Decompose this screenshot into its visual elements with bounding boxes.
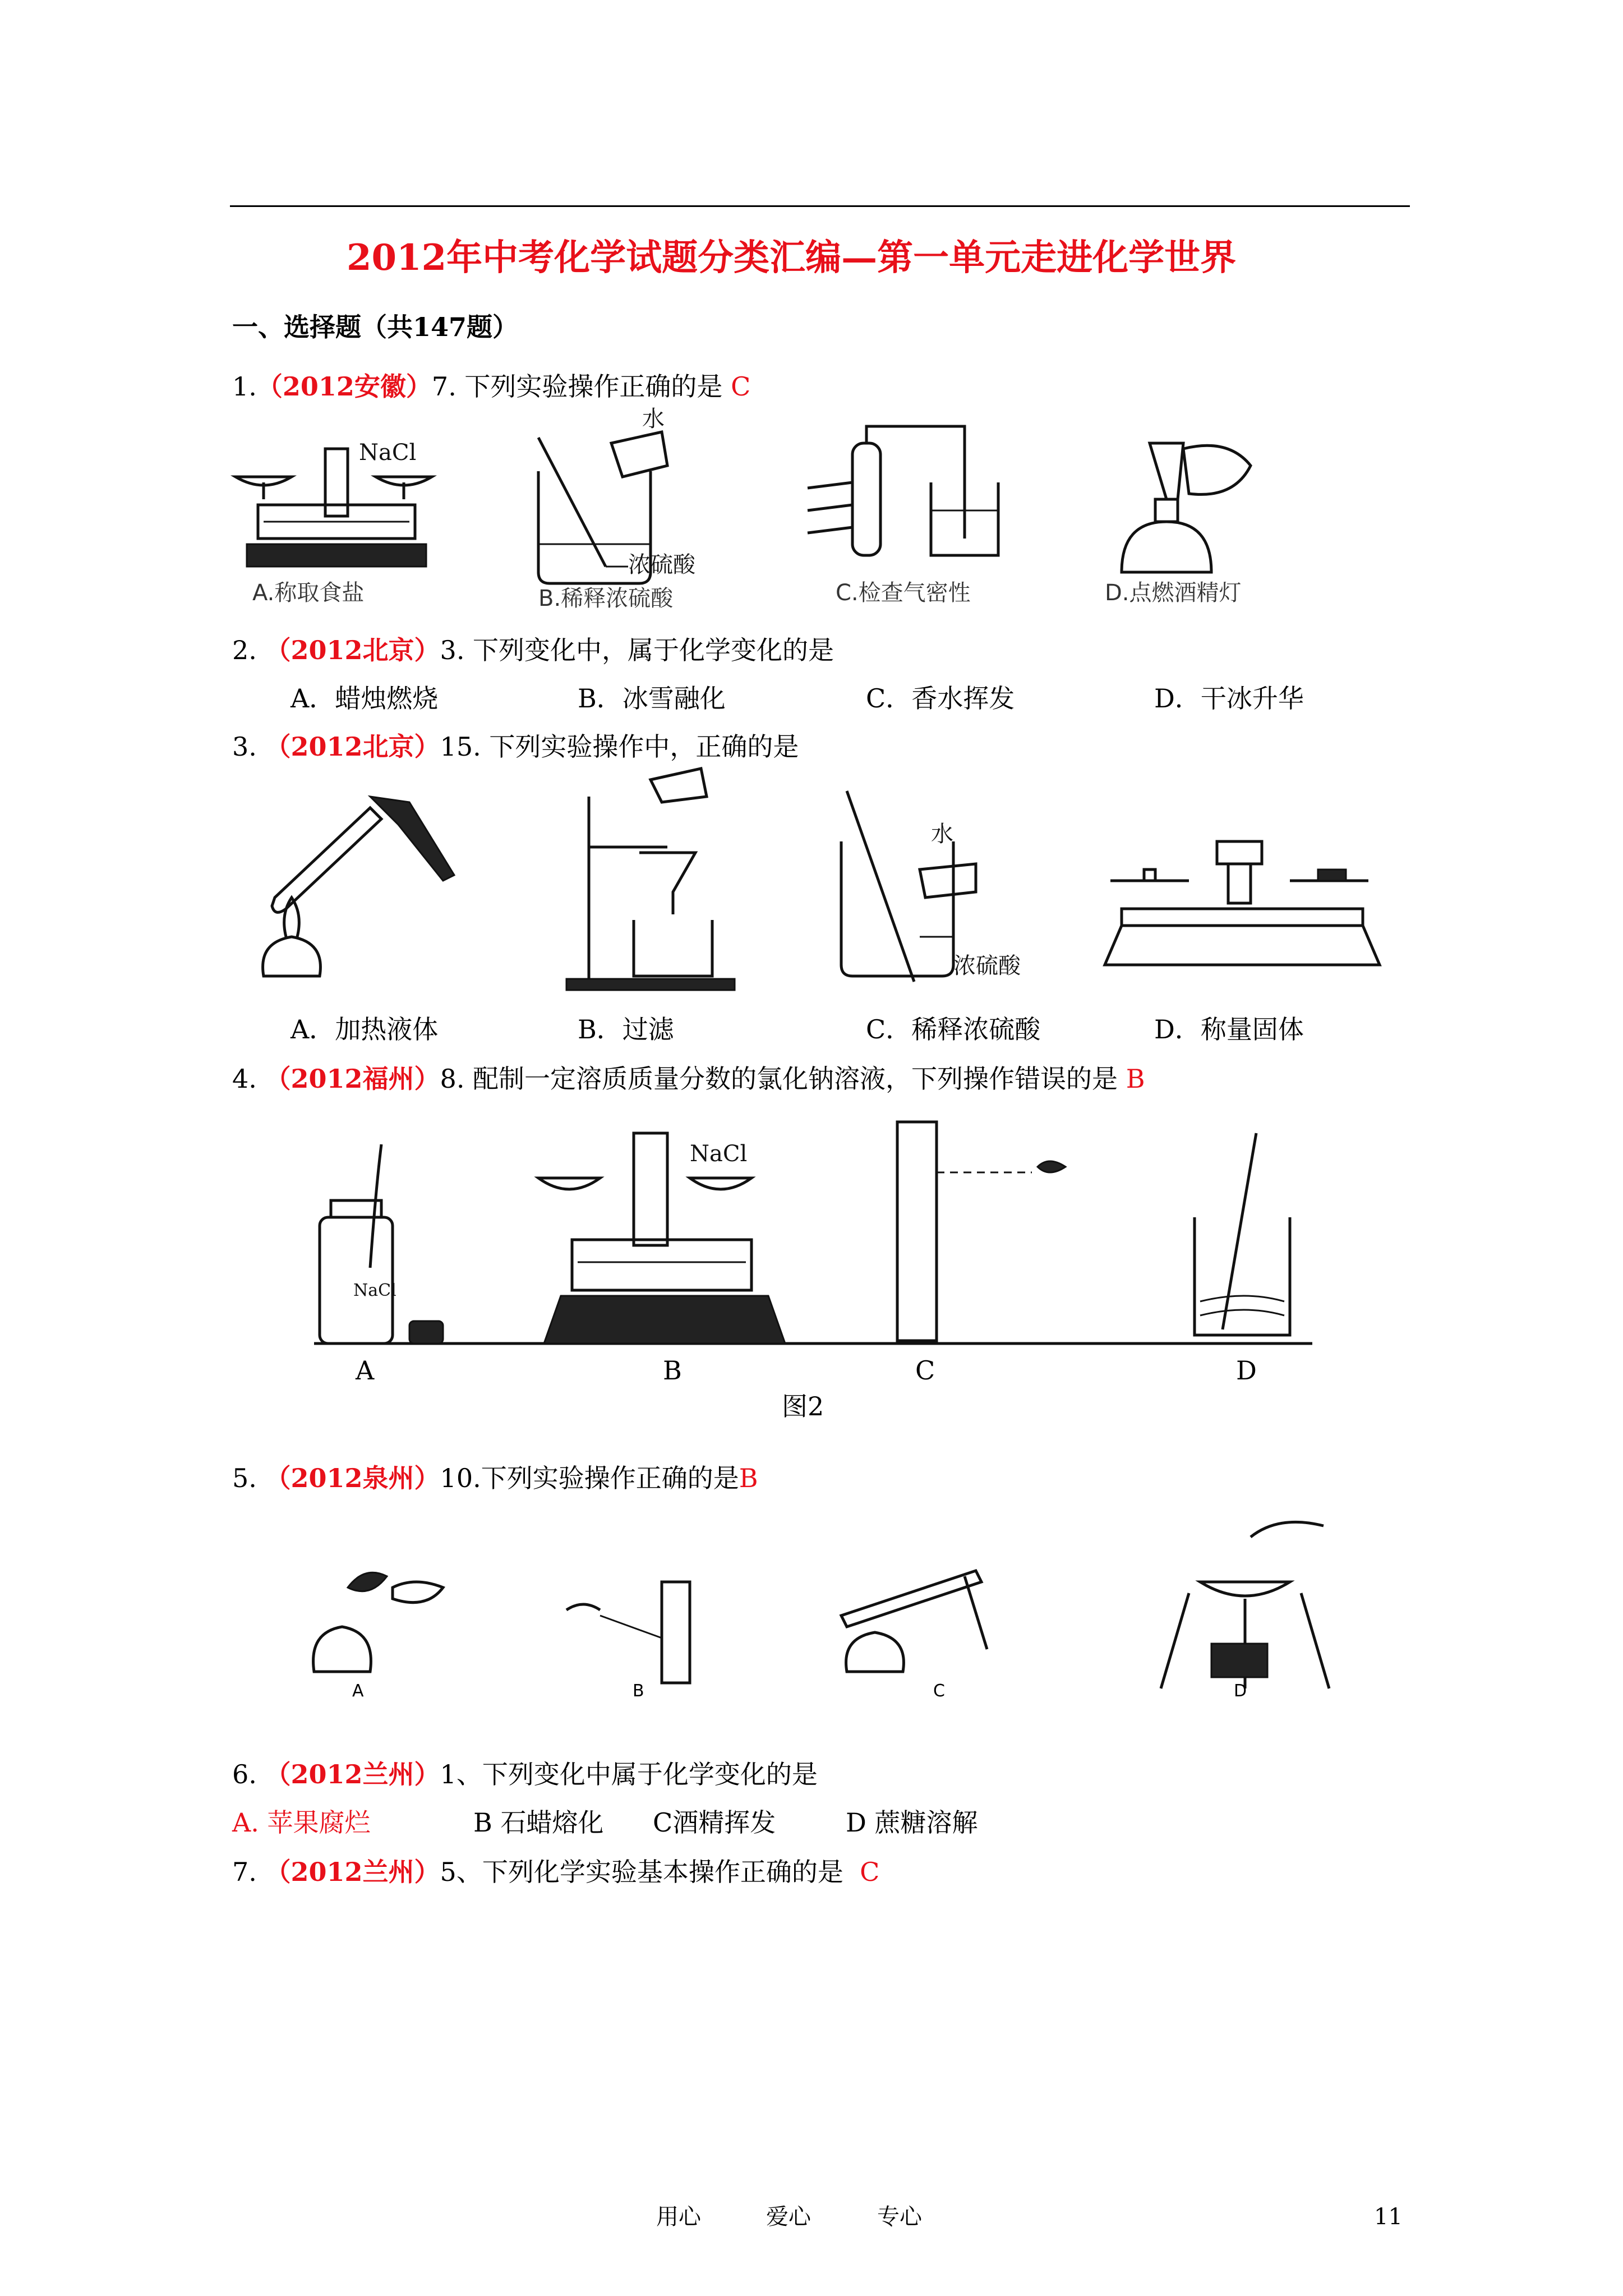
water-label: 水 [931,821,953,847]
question-source: （2012北京） [265,635,440,665]
option: C．香水挥发 [866,683,1015,714]
water-label: 水 [642,406,665,432]
q3-figure-c-dilution [830,780,1066,999]
question-source: （2012北京） [265,731,440,762]
document-title: 2012年中考化学试题分类汇编—第一单元走进化学世界 [347,237,1237,279]
nacl-label: NaCl [353,1281,396,1300]
figure-letter: B [633,1681,644,1701]
figure-caption: A.称取食盐 [252,580,365,606]
question-6 [232,1761,818,1787]
acid-label: 浓硫酸 [628,552,695,578]
question-4 [232,1066,1145,1092]
q1-figure-a-balance [230,432,454,617]
option: D．干冰升华 [1154,683,1304,714]
question-source: （2012安徽） [256,371,432,402]
acid-label: 浓硫酸 [953,953,1021,979]
question-3 [232,731,799,762]
answer-mark: B [739,1463,758,1493]
footer-word: 专心 [877,2204,922,2230]
question-2 [232,637,834,663]
option: D．称量固体 [1154,1014,1304,1045]
q1-figure-d-lamp [1088,432,1312,617]
question-number: 2. [232,635,257,665]
question-source: （2012兰州） [265,1759,440,1789]
question-source: （2012泉州） [265,1463,440,1493]
figure-letter: B [663,1355,682,1386]
question-number: 6. [232,1759,257,1789]
question-7 [232,1859,879,1885]
footer-word: 爱心 [766,2204,811,2230]
section-heading: 一、选择题（共147题） [232,312,519,342]
figure-caption: D.点燃酒精灯 [1105,580,1242,606]
header-rule [230,205,1410,207]
question-number: 3. [232,731,257,762]
answer-mark: B [1126,1064,1145,1094]
figure-letter: C [933,1681,945,1701]
option: B．过滤 [578,1014,674,1045]
figure-letter: A [352,1681,364,1701]
question-number: 5. [232,1463,257,1493]
q3-figure-a-heating [241,774,465,999]
option: A．加热液体 [291,1014,439,1045]
figure-caption: B.稀释浓硫酸 [538,586,674,611]
question-source: （2012福州） [265,1064,440,1094]
option: C酒精挥发 [653,1807,776,1838]
answer-mark: C [860,1857,880,1887]
footer-word: 用心 [656,2204,701,2230]
question-source: （2012兰州） [265,1857,440,1887]
nacl-label: NaCl [359,440,417,466]
question-text: 7. 下列实验操作正确的是 [431,371,723,402]
option-correct: A. 苹果腐烂 [232,1807,371,1838]
figure-letter: D [1236,1355,1257,1386]
question-1 [232,371,751,402]
option: D 蔗糖溶解 [846,1807,978,1838]
question-text: 10.下列实验操作正确的是 [440,1463,739,1493]
q1-figure-b-dilution [516,404,740,617]
question-number: 1. [232,371,257,402]
q3-figure-b-filtration [555,769,757,999]
option: B 石蜡熔化 [473,1807,604,1838]
figure-caption: C.检查气密性 [836,580,971,606]
question-text: 15. 下列实验操作中，正确的是 [440,731,799,762]
question-5 [232,1465,758,1491]
answer-mark: C [731,371,751,402]
figure-letter: C [915,1355,935,1386]
question-number: 4. [232,1064,257,1094]
q1-figure-c-gas-check [796,421,1032,617]
option: A．蜡烛燃烧 [291,683,439,714]
option: C．稀释浓硫酸 [866,1014,1041,1045]
q3-figure-d-weighing [1099,830,1391,999]
figure-caption: 图2 [782,1391,824,1421]
question-text: 1、下列变化中属于化学变化的是 [440,1759,818,1789]
q5-figure-strip [258,1503,1357,1717]
figure-letter: D [1234,1681,1247,1701]
option: B．冰雪融化 [578,683,726,714]
question-text: 3. 下列变化中，属于化学变化的是 [440,635,834,665]
q4-figure-strip [303,1122,1335,1352]
nacl-label: NaCl [690,1141,748,1167]
question-text: 8. 配制一定溶质质量分数的氯化钠溶液，下列操作错误的是 [440,1064,1118,1094]
page-number: 11 [1374,2204,1403,2230]
question-text: 5、下列化学实验基本操作正确的是 [440,1857,843,1887]
figure-letter: A [356,1355,375,1386]
question-number: 7. [232,1857,257,1887]
